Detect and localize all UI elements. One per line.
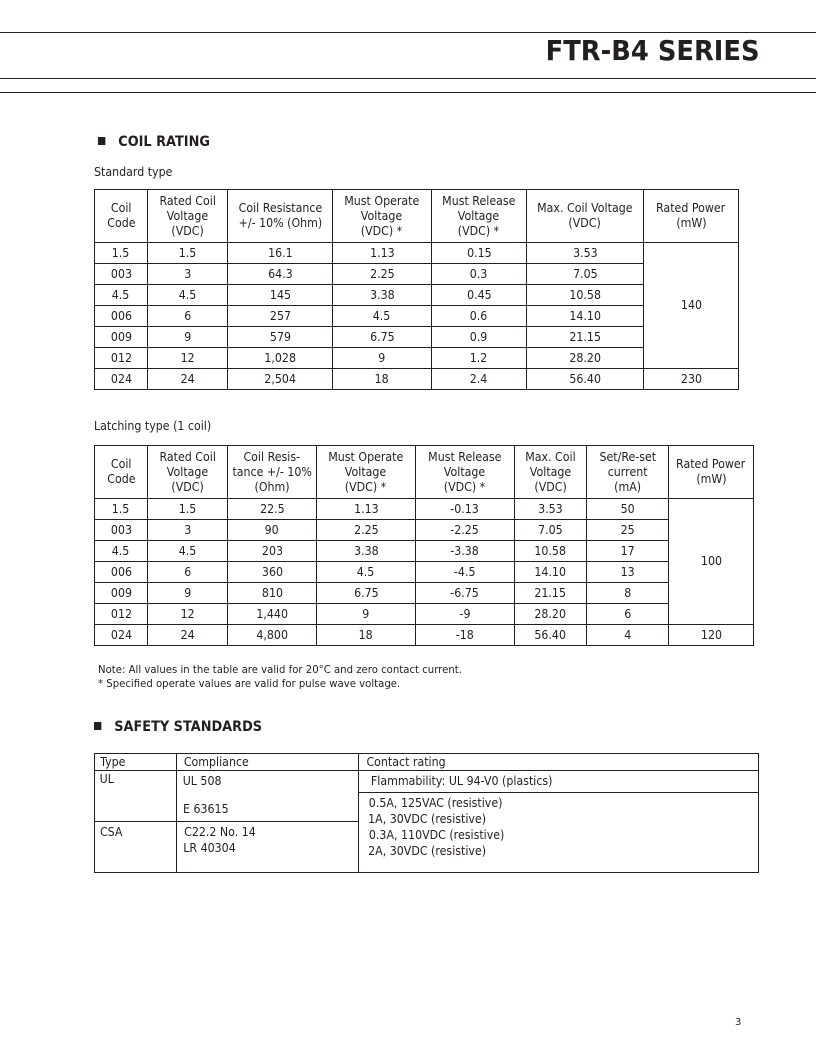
table-cell: 28.20 — [527, 348, 644, 369]
table-cell: 145 — [228, 285, 333, 306]
table-cell: 24 — [148, 369, 228, 390]
table-cell: 3.53 — [527, 243, 644, 264]
table-cell: 024 — [95, 625, 148, 646]
table-header-row — [95, 754, 759, 771]
table-row — [95, 285, 739, 306]
page-number: 3 — [735, 1017, 742, 1028]
csa-compliance-1: C22.2 No. 14 — [184, 825, 256, 839]
column-header — [228, 446, 317, 499]
table-row — [95, 541, 754, 562]
column-header — [95, 190, 148, 243]
table-cell: 14.10 — [527, 306, 644, 327]
column-header-line: (VDC) * — [345, 479, 387, 494]
column-header-line: Must Release — [442, 193, 516, 208]
table-cell: 90 — [228, 520, 317, 541]
table-cell: 18 — [317, 625, 416, 646]
table-cell: 0.6 — [432, 306, 527, 327]
table-row — [95, 562, 754, 583]
column-header-line: Voltage — [166, 464, 209, 479]
ul-compliance-1: UL 508 — [182, 774, 222, 788]
table-cell: -0.13 — [416, 499, 515, 520]
bullet-square-icon — [94, 722, 101, 730]
header-rule-top — [0, 32, 816, 33]
table-cell: 3 — [148, 264, 228, 285]
table-header-row — [95, 446, 754, 499]
table-cell: 3.38 — [333, 285, 432, 306]
table-cell: 4.5 — [95, 285, 148, 306]
table-cell: 9 — [333, 348, 432, 369]
rating-1: 0.5A, 125VAC (resistive) — [368, 796, 503, 810]
table-cell: 56.40 — [527, 369, 644, 390]
ul-compliance-2: E 63615 — [182, 802, 229, 816]
table-cell: 24 — [148, 625, 228, 646]
column-header-line: Rated Power — [656, 201, 726, 215]
standard-coil-table — [94, 189, 739, 390]
column-header-line: Set/Re-set — [599, 449, 656, 464]
table-cell: 006 — [95, 562, 148, 583]
table-cell: 2.25 — [333, 264, 432, 285]
column-header — [228, 190, 333, 243]
column-header-line: Voltage — [529, 464, 572, 479]
table-cell: 1.2 — [432, 348, 527, 369]
table-cell: 003 — [95, 264, 148, 285]
header-compliance: Compliance — [177, 754, 359, 771]
note-line-1: Note: All values in the table are valid for 20°C and zero contact current. — [98, 663, 462, 676]
table-cell: 4.5 — [148, 285, 228, 306]
table-row — [95, 348, 739, 369]
rating-3: 0.3A, 110VDC (resistive) — [368, 828, 505, 842]
safety-standards-table — [94, 753, 759, 873]
table-row — [95, 771, 759, 793]
column-header — [95, 446, 148, 499]
rating-2: 1A, 30VDC (resistive) — [368, 812, 487, 826]
table-cell: 1,440 — [228, 604, 317, 625]
column-header-line: Coil — [110, 201, 132, 215]
table-cell: -18 — [416, 625, 515, 646]
ul-compliance-cell — [177, 771, 359, 822]
bullet-square-icon — [98, 137, 105, 145]
table-cell: -6.75 — [416, 583, 515, 604]
table-cell: 012 — [95, 348, 148, 369]
rating-4: 2A, 30VDC (resistive) — [368, 844, 487, 858]
table-cell: 3.53 — [515, 499, 587, 520]
table-cell: 25 — [587, 520, 669, 541]
column-header-line: Voltage — [444, 464, 486, 479]
table-cell: 21.15 — [527, 327, 644, 348]
column-header-line: Must Release — [428, 449, 502, 464]
column-header — [515, 446, 587, 499]
table-cell: 810 — [228, 583, 317, 604]
table-row — [95, 520, 754, 541]
rated-power-cell: 140 — [644, 243, 739, 369]
column-header-line: (Ohm) — [254, 479, 290, 494]
table-cell: 7.05 — [515, 520, 587, 541]
column-header-line: (VDC) — [171, 223, 204, 238]
latching-coil-table — [94, 445, 754, 646]
column-header-line: (VDC) — [171, 479, 204, 494]
table-cell: 4.5 — [95, 541, 148, 562]
table-cell: 1.13 — [317, 499, 416, 520]
table-cell: 14.10 — [515, 562, 587, 583]
ratings-cell — [359, 793, 759, 873]
coil-rating-heading — [98, 134, 210, 150]
rated-power-cell: 120 — [669, 625, 754, 646]
table-cell: 12 — [148, 604, 228, 625]
column-header-line: tance +/- 10% — [232, 464, 312, 479]
column-header-line: current — [607, 464, 648, 479]
series-title: FTR-B4 SERIES — [546, 34, 760, 67]
table-row — [95, 369, 739, 390]
table-cell: 56.40 — [515, 625, 587, 646]
table-cell: -3.38 — [416, 541, 515, 562]
table-row — [95, 625, 754, 646]
table-cell: 7.05 — [527, 264, 644, 285]
column-header-line: (mW) — [675, 216, 707, 230]
table-cell: 4,800 — [228, 625, 317, 646]
table-cell: 2.4 — [432, 369, 527, 390]
latching-type-label: Latching type (1 coil) — [94, 419, 212, 433]
column-header-line: Code — [106, 216, 136, 230]
table-cell: 012 — [95, 604, 148, 625]
column-header-line: Voltage — [458, 208, 500, 223]
coil-rating-heading-text: COIL RATING — [118, 134, 210, 150]
csa-compliance-2: LR 40304 — [183, 841, 236, 855]
table-cell: 1.5 — [95, 499, 148, 520]
column-header — [416, 446, 515, 499]
column-header-line: (VDC) * — [444, 479, 486, 494]
table-cell: -2.25 — [416, 520, 515, 541]
header-type: Type — [95, 754, 177, 771]
table-cell: 4.5 — [333, 306, 432, 327]
table-cell: 0.9 — [432, 327, 527, 348]
column-header-line: Must Operate — [328, 449, 404, 464]
table-cell: 1.5 — [148, 499, 228, 520]
table-cell: 4 — [587, 625, 669, 646]
table-cell: 10.58 — [527, 285, 644, 306]
table-cell: 21.15 — [515, 583, 587, 604]
table-row — [95, 583, 754, 604]
column-header-line: (mW) — [695, 472, 727, 486]
table-cell: 6 — [148, 562, 228, 583]
table-cell: 1,028 — [228, 348, 333, 369]
column-header — [432, 190, 527, 243]
table-cell: 4.5 — [148, 541, 228, 562]
table-cell: 50 — [587, 499, 669, 520]
table-row — [95, 327, 739, 348]
table-row — [95, 264, 739, 285]
table-cell: 257 — [228, 306, 333, 327]
column-header-line: Voltage — [361, 208, 403, 223]
safety-standards-heading — [94, 719, 262, 735]
table-cell: 4.5 — [317, 562, 416, 583]
table-cell: 18 — [333, 369, 432, 390]
column-header — [644, 190, 739, 243]
column-header-line: Must Operate — [344, 193, 420, 208]
table-cell: 6 — [587, 604, 669, 625]
csa-compliance-cell — [177, 822, 359, 873]
table-cell: 1.5 — [148, 243, 228, 264]
table-cell: 10.58 — [515, 541, 587, 562]
table-cell: 024 — [95, 369, 148, 390]
column-header-line: Rated Coil — [159, 193, 216, 208]
table-row — [95, 604, 754, 625]
column-header-line: Coil — [110, 457, 132, 471]
table-cell: 3 — [148, 520, 228, 541]
table-cell: 360 — [228, 562, 317, 583]
table-cell: -4.5 — [416, 562, 515, 583]
table-header-row — [95, 190, 739, 243]
column-header-line: (VDC) — [534, 479, 567, 494]
flammability-cell: Flammability: UL 94-V0 (plastics) — [359, 771, 759, 793]
header-contact-rating: Contact rating — [359, 754, 759, 771]
table-cell: 6.75 — [333, 327, 432, 348]
table-cell: 2.25 — [317, 520, 416, 541]
column-header — [148, 446, 228, 499]
standard-type-label: Standard type — [94, 165, 173, 179]
table-cell: 12 — [148, 348, 228, 369]
table-row — [95, 306, 739, 327]
table-cell: 6.75 — [317, 583, 416, 604]
ul-type-cell: UL — [95, 771, 177, 822]
table-cell: 64.3 — [228, 264, 333, 285]
column-header — [333, 190, 432, 243]
rated-power-cell: 100 — [669, 499, 754, 625]
column-header — [317, 446, 416, 499]
column-header-line: +/- 10% (Ohm) — [238, 216, 322, 230]
column-header — [587, 446, 669, 499]
column-header — [669, 446, 754, 499]
column-header-line: Voltage — [345, 464, 387, 479]
column-header-line: Code — [106, 472, 136, 486]
table-cell: 009 — [95, 327, 148, 348]
table-cell: -9 — [416, 604, 515, 625]
table-cell: 16.1 — [228, 243, 333, 264]
column-header-line: Rated Coil — [159, 449, 216, 464]
table-cell: 1.13 — [333, 243, 432, 264]
table-cell: 17 — [587, 541, 669, 562]
table-cell: 9 — [317, 604, 416, 625]
table-cell: 0.3 — [432, 264, 527, 285]
table-cell: 0.15 — [432, 243, 527, 264]
table-cell: 9 — [148, 583, 228, 604]
table-cell: 3.38 — [317, 541, 416, 562]
column-header-line: Rated Power — [676, 457, 746, 471]
table-cell: 579 — [228, 327, 333, 348]
table-cell: 003 — [95, 520, 148, 541]
table-cell: 009 — [95, 583, 148, 604]
column-header-line: (VDC) * — [361, 223, 403, 238]
column-header-line: Max. Coil Voltage — [537, 201, 633, 215]
table-cell: 9 — [148, 327, 228, 348]
column-header-line: (VDC) — [568, 216, 602, 230]
table-cell: 0.45 — [432, 285, 527, 306]
column-header-line: Coil Resis- — [243, 449, 301, 464]
table-row — [95, 243, 739, 264]
table-cell: 1.5 — [95, 243, 148, 264]
header-rule-mid — [0, 78, 816, 79]
table-cell: 13 — [587, 562, 669, 583]
rated-power-cell: 230 — [644, 369, 739, 390]
table-cell: 28.20 — [515, 604, 587, 625]
table-row — [95, 499, 754, 520]
column-header-line: Voltage — [166, 208, 209, 223]
column-header — [148, 190, 228, 243]
table-cell: 006 — [95, 306, 148, 327]
note-line-2: * Specified operate values are valid for pulse wave voltage. — [98, 677, 401, 690]
column-header-line: (VDC) * — [458, 223, 500, 238]
column-header — [527, 190, 644, 243]
table-cell: 203 — [228, 541, 317, 562]
safety-heading-text: SAFETY STANDARDS — [114, 719, 263, 735]
csa-type-cell: CSA — [95, 822, 177, 873]
table-cell: 2,504 — [228, 369, 333, 390]
column-header-line: Max. Coil — [525, 449, 576, 464]
table-cell: 8 — [587, 583, 669, 604]
column-header-line: (mA) — [614, 479, 641, 494]
table-cell: 6 — [148, 306, 228, 327]
header-rule-bottom — [0, 92, 816, 93]
column-header-line: Coil Resistance — [238, 201, 322, 215]
table-cell: 22.5 — [228, 499, 317, 520]
